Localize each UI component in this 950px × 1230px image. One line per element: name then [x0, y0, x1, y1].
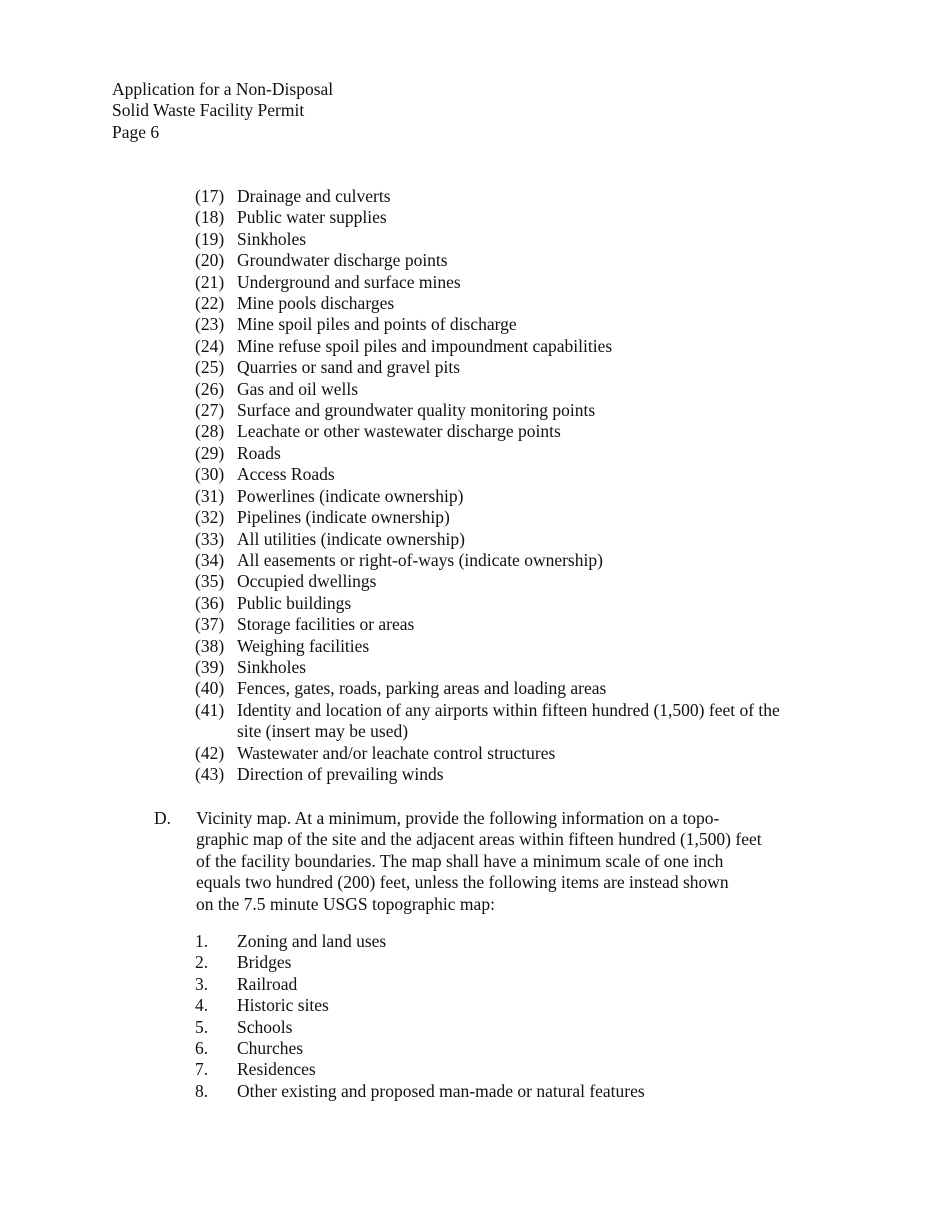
item-text: Residences — [237, 1059, 316, 1080]
list-item — [195, 186, 835, 207]
header-title-line-2: Solid Waste Facility Permit — [112, 100, 305, 121]
item-number: (41) — [195, 699, 225, 720]
paragraph-line: equals two hundred (200) feet, unless the following items are instead shown — [196, 872, 729, 893]
list-item — [195, 1038, 835, 1059]
item-text: Fences, gates, roads, parking areas and loading areas — [237, 678, 607, 699]
item-number: (18) — [195, 207, 225, 228]
list-item — [195, 357, 835, 378]
item-text: All utilities (indicate ownership) — [237, 528, 465, 549]
item-number: (40) — [195, 678, 225, 699]
list-item — [195, 443, 835, 464]
item-text: Underground and surface mines — [237, 271, 461, 292]
list-item — [195, 1059, 835, 1080]
list-item — [195, 421, 835, 442]
item-text: Direction of prevailing winds — [237, 763, 444, 784]
paragraph-line: on the 7.5 minute USGS topographic map: — [196, 893, 495, 914]
item-text: Gas and oil wells — [237, 378, 359, 399]
item-number: (35) — [195, 571, 225, 592]
list-item — [195, 486, 835, 507]
item-number: (31) — [195, 485, 225, 506]
list-item — [195, 1081, 835, 1102]
item-text: All easements or right-of-ways (indicate ownership) — [237, 549, 603, 570]
item-text: Groundwater discharge points — [237, 250, 448, 271]
list-item — [195, 314, 835, 335]
item-number: (36) — [195, 592, 225, 613]
item-text: Schools — [237, 1016, 293, 1037]
item-text: Zoning and land uses — [237, 931, 387, 951]
item-text: Access Roads — [237, 464, 335, 485]
vicinity-features-list — [195, 931, 835, 1102]
item-text: Occupied dwellings — [237, 571, 377, 592]
item-text: Railroad — [237, 973, 298, 994]
item-number: 4. — [195, 995, 209, 1016]
item-text: Public buildings — [237, 592, 352, 613]
list-item — [195, 336, 835, 357]
list-item — [195, 974, 835, 995]
item-text: Public water supplies — [237, 207, 387, 228]
item-number: 7. — [195, 1059, 209, 1080]
item-text: Churches — [237, 1038, 304, 1059]
list-item — [195, 464, 835, 485]
item-number: (29) — [195, 442, 225, 463]
page-header — [112, 79, 333, 143]
item-number: 8. — [195, 1080, 209, 1101]
section-letter: D. — [154, 808, 172, 828]
item-number: (38) — [195, 635, 225, 656]
list-item — [195, 550, 835, 571]
item-number: (21) — [195, 271, 225, 292]
list-item — [195, 250, 835, 271]
item-text: Roads — [237, 442, 281, 463]
item-number: 1. — [195, 931, 209, 951]
item-number: (27) — [195, 400, 225, 421]
item-text: Pipelines (indicate ownership) — [237, 507, 450, 528]
item-number: (28) — [195, 421, 225, 442]
item-text: Leachate or other wastewater discharge points — [237, 421, 561, 442]
list-item — [195, 207, 835, 228]
list-item — [195, 657, 835, 678]
item-number: (17) — [195, 186, 225, 206]
item-text: Historic sites — [237, 995, 329, 1016]
list-item — [195, 995, 835, 1016]
section-d-paragraph — [196, 808, 816, 915]
list-item — [195, 952, 835, 973]
item-number: (25) — [195, 357, 225, 378]
item-number: (26) — [195, 378, 225, 399]
item-number: (37) — [195, 614, 225, 635]
item-text: Powerlines (indicate ownership) — [237, 485, 464, 506]
item-number: (24) — [195, 335, 225, 356]
header-page-number: Page 6 — [112, 121, 160, 142]
item-number: 3. — [195, 973, 209, 994]
item-number: (34) — [195, 549, 225, 570]
list-item — [195, 507, 835, 528]
item-number: (22) — [195, 293, 225, 314]
item-number: (43) — [195, 763, 225, 784]
list-item — [195, 678, 835, 699]
item-text: Mine pools discharges — [237, 293, 395, 314]
item-number: (33) — [195, 528, 225, 549]
header-title-line-1: Application for a Non-Disposal — [112, 79, 334, 99]
item-number: (39) — [195, 656, 225, 677]
list-item — [195, 229, 835, 250]
item-text: Weighing facilities — [237, 635, 370, 656]
item-text: Storage facilities or areas — [237, 614, 415, 635]
paragraph-line: Vicinity map. At a minimum, provide the following information on a topo- — [196, 808, 720, 828]
list-item — [195, 614, 835, 635]
item-text: Wastewater and/or leachate control structures — [237, 742, 556, 763]
list-item — [195, 529, 835, 550]
item-text: Sinkholes — [237, 228, 307, 249]
item-text: Other existing and proposed man-made or natural features — [237, 1080, 645, 1101]
site-features-list — [195, 186, 835, 785]
list-item — [195, 293, 835, 314]
item-number: 6. — [195, 1038, 209, 1059]
paragraph-line: graphic map of the site and the adjacent areas within fifteen hundred (1,500) feet — [196, 829, 762, 850]
section-d-vicinity-map — [154, 808, 834, 915]
item-text: Identity and location of any airports within fifteen hundred (1,500) feet of the site (insert may be used) — [237, 699, 780, 742]
list-item — [195, 571, 835, 592]
list-item — [195, 764, 835, 785]
item-number: (20) — [195, 250, 225, 271]
item-number: (23) — [195, 314, 225, 335]
list-item — [195, 700, 835, 743]
item-text: Bridges — [237, 952, 292, 973]
item-text: Sinkholes — [237, 656, 307, 677]
list-item — [195, 400, 835, 421]
paragraph-line: of the facility boundaries. The map shall have a minimum scale of one inch — [196, 850, 724, 871]
item-text: Quarries or sand and gravel pits — [237, 357, 461, 378]
item-number: 5. — [195, 1016, 209, 1037]
item-text: Drainage and culverts — [237, 186, 391, 206]
item-number: (19) — [195, 228, 225, 249]
item-number: (42) — [195, 742, 225, 763]
list-item — [195, 1017, 835, 1038]
list-item — [195, 931, 835, 952]
list-item — [195, 593, 835, 614]
list-item — [195, 636, 835, 657]
list-item — [195, 743, 835, 764]
item-number: 2. — [195, 952, 209, 973]
item-number: (32) — [195, 507, 225, 528]
item-number: (30) — [195, 464, 225, 485]
list-item — [195, 272, 835, 293]
list-item — [195, 379, 835, 400]
item-text: Mine spoil piles and points of discharge — [237, 314, 517, 335]
item-text: Mine refuse spoil piles and impoundment capabilities — [237, 335, 613, 356]
item-text: Surface and groundwater quality monitoring points — [237, 400, 596, 421]
